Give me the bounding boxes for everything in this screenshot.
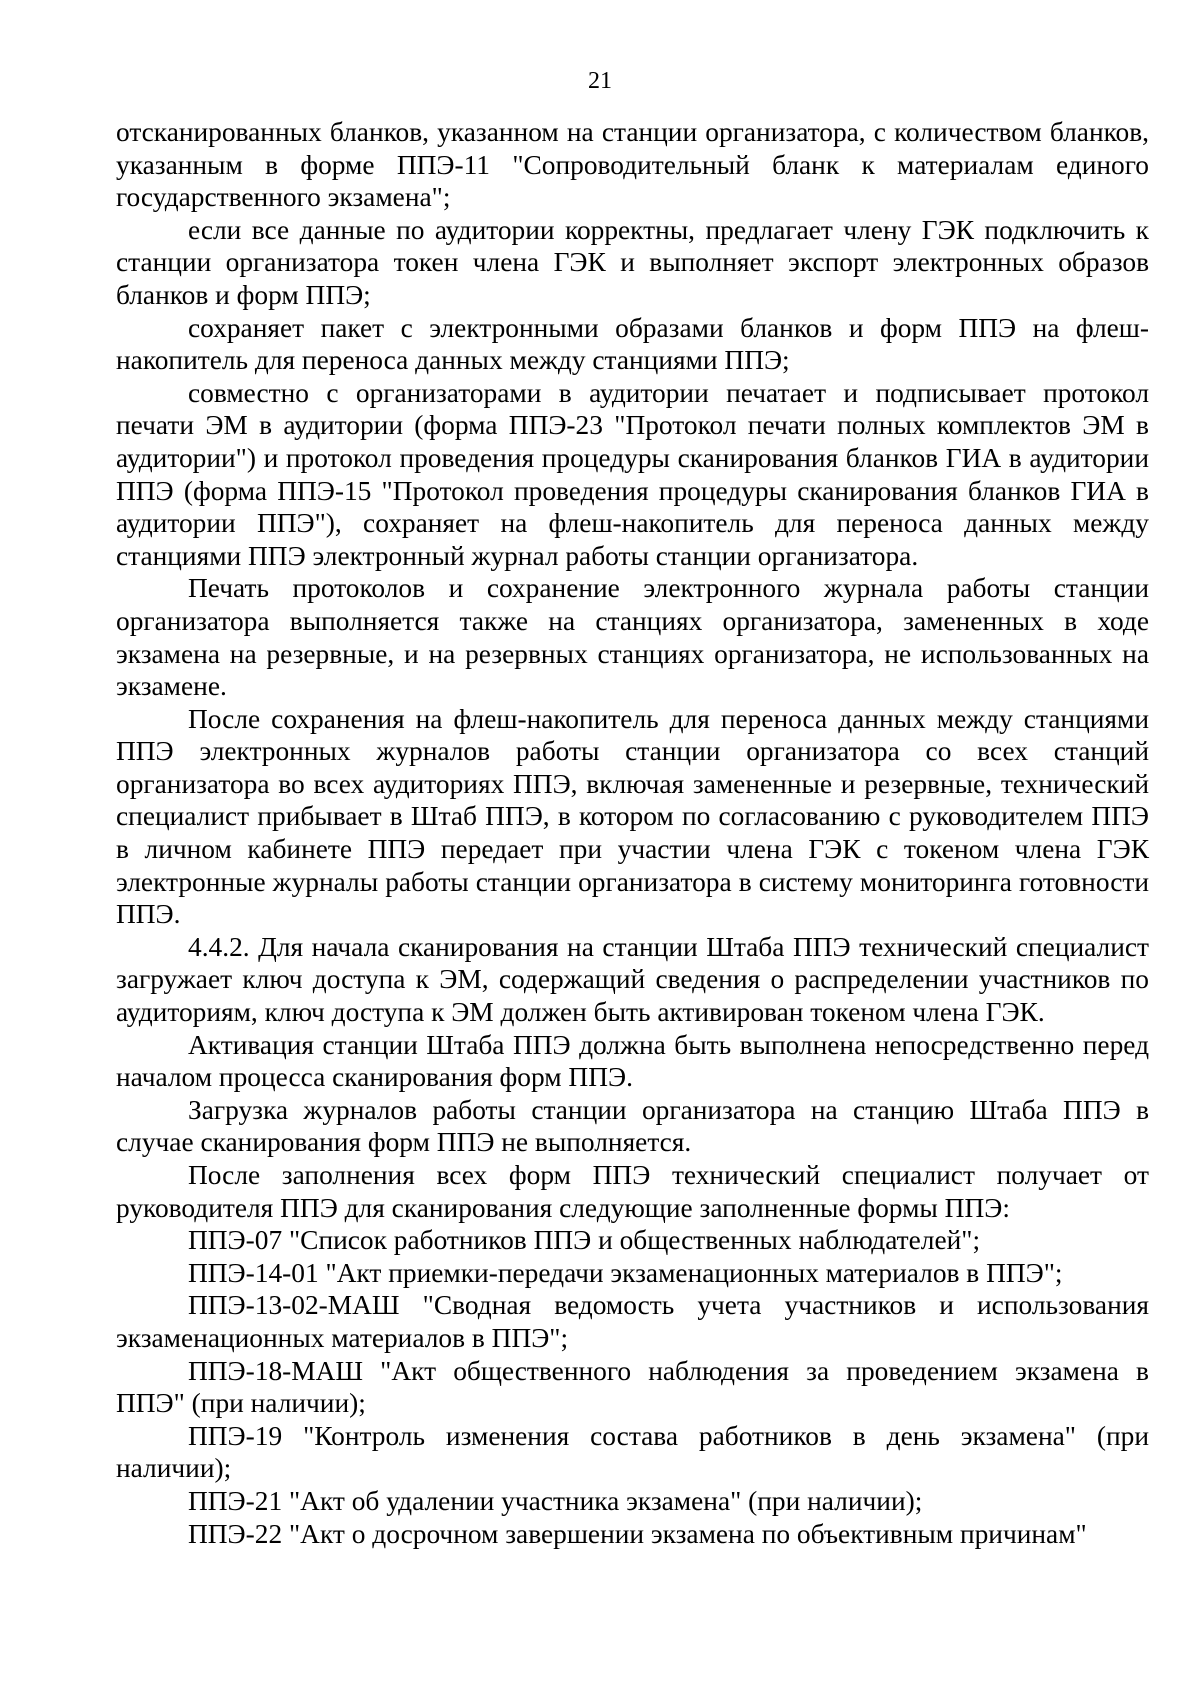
section-paragraph-4-4-2: 4.4.2. Для начала сканирования на станции Штаба ППЭ технический специалист загружает ключ доступа к ЭМ, содержащий сведения о распределении участников по аудиториям, ключ доступа к ЭМ должен быть активирован токеном члена ГЭК. — [116, 931, 1149, 1028]
form-list-item: ППЭ-07 "Список работников ППЭ и общественных наблюдателей"; — [188, 1225, 981, 1256]
paragraph: отсканированных бланков, указанном на станции организатора, с количеством бланков, указанным в форме ППЭ-11 "Сопроводительный бланк к материалам единого государственного экзамена"; — [116, 117, 1149, 213]
paragraph: После сохранения на флеш-накопитель для переноса данных между станциями ППЭ электронных журналов работы станции организатора со всех станций организатора во всех аудиториях ППЭ, включая замененные и резервные, технический специалист прибывает в Штаб ППЭ, в котором по согласованию с руководителем ППЭ в личном кабинете ППЭ передает при участии члена ГЭК с токеном члена ГЭК электронные журналы работы станции организатора в систему мониторинга готовности ППЭ. — [116, 703, 1149, 930]
form-list-item: ППЭ-19 "Контроль изменения состава работников в день экзамена" (при наличии); — [116, 1420, 1149, 1484]
paragraph: Печать протоколов и сохранение электронного журнала работы станции организатора выполняется также на станциях организатора, замененных в ходе экзамена на резервные, и на резервных станциях организатора, не использованных на экзамене. — [116, 573, 1149, 702]
paragraph: Загрузка журналов работы станции организатора на станцию Штаба ППЭ в случае сканирования форм ППЭ не выполняется. — [116, 1094, 1149, 1158]
form-list-item: ППЭ-14-01 "Акт приемки-передачи экзаменационных материалов в ППЭ"; — [188, 1257, 1063, 1288]
page-number: 21 — [588, 68, 612, 94]
paragraph: После заполнения всех форм ППЭ технический специалист получает от руководителя ППЭ для сканирования следующие заполненные формы ППЭ: — [116, 1160, 1149, 1223]
paragraph: Активация станции Штаба ППЭ должна быть выполнена непосредственно перед началом процесса сканирования форм ППЭ. — [116, 1029, 1149, 1093]
form-list-item: ППЭ-22 "Акт о досрочном завершении экзамена по объективным причинам" — [188, 1518, 1087, 1549]
form-list-item: ППЭ-21 "Акт об удалении участника экзамена" (при наличии); — [188, 1485, 923, 1516]
form-list-item: ППЭ-18-МАШ "Акт общественного наблюдения за проведением экзамена в ППЭ" (при наличии); — [116, 1355, 1149, 1419]
document-body — [116, 116, 1149, 1550]
paragraph: совместно с организаторами в аудитории печатает и подписывает протокол печати ЭМ в аудитории (форма ППЭ-23 "Протокол печати полных комплектов ЭМ в аудитории") и протокол проведения процедуры сканирования бланков ГИА в аудитории ППЭ (форма ППЭ-15 "Протокол проведения процедуры сканирования бланков ГИА в аудитории ППЭ"), сохраняет на флеш-накопитель для переноса данных между станциями ППЭ электронный журнал работы станции организатора. — [116, 377, 1149, 571]
paragraph: если все данные по аудитории корректны, предлагает члену ГЭК подключить к станции организатора токен члена ГЭК и выполняет экспорт электронных образов бланков и форм ППЭ; — [116, 214, 1149, 310]
paragraph: сохраняет пакет с электронными образами бланков и форм ППЭ на флеш-накопитель для переноса данных между станциями ППЭ; — [116, 312, 1149, 376]
form-list-item: ППЭ-13-02-МАШ "Сводная ведомость учета участников и использования экзаменационных материалов в ППЭ"; — [116, 1290, 1149, 1353]
